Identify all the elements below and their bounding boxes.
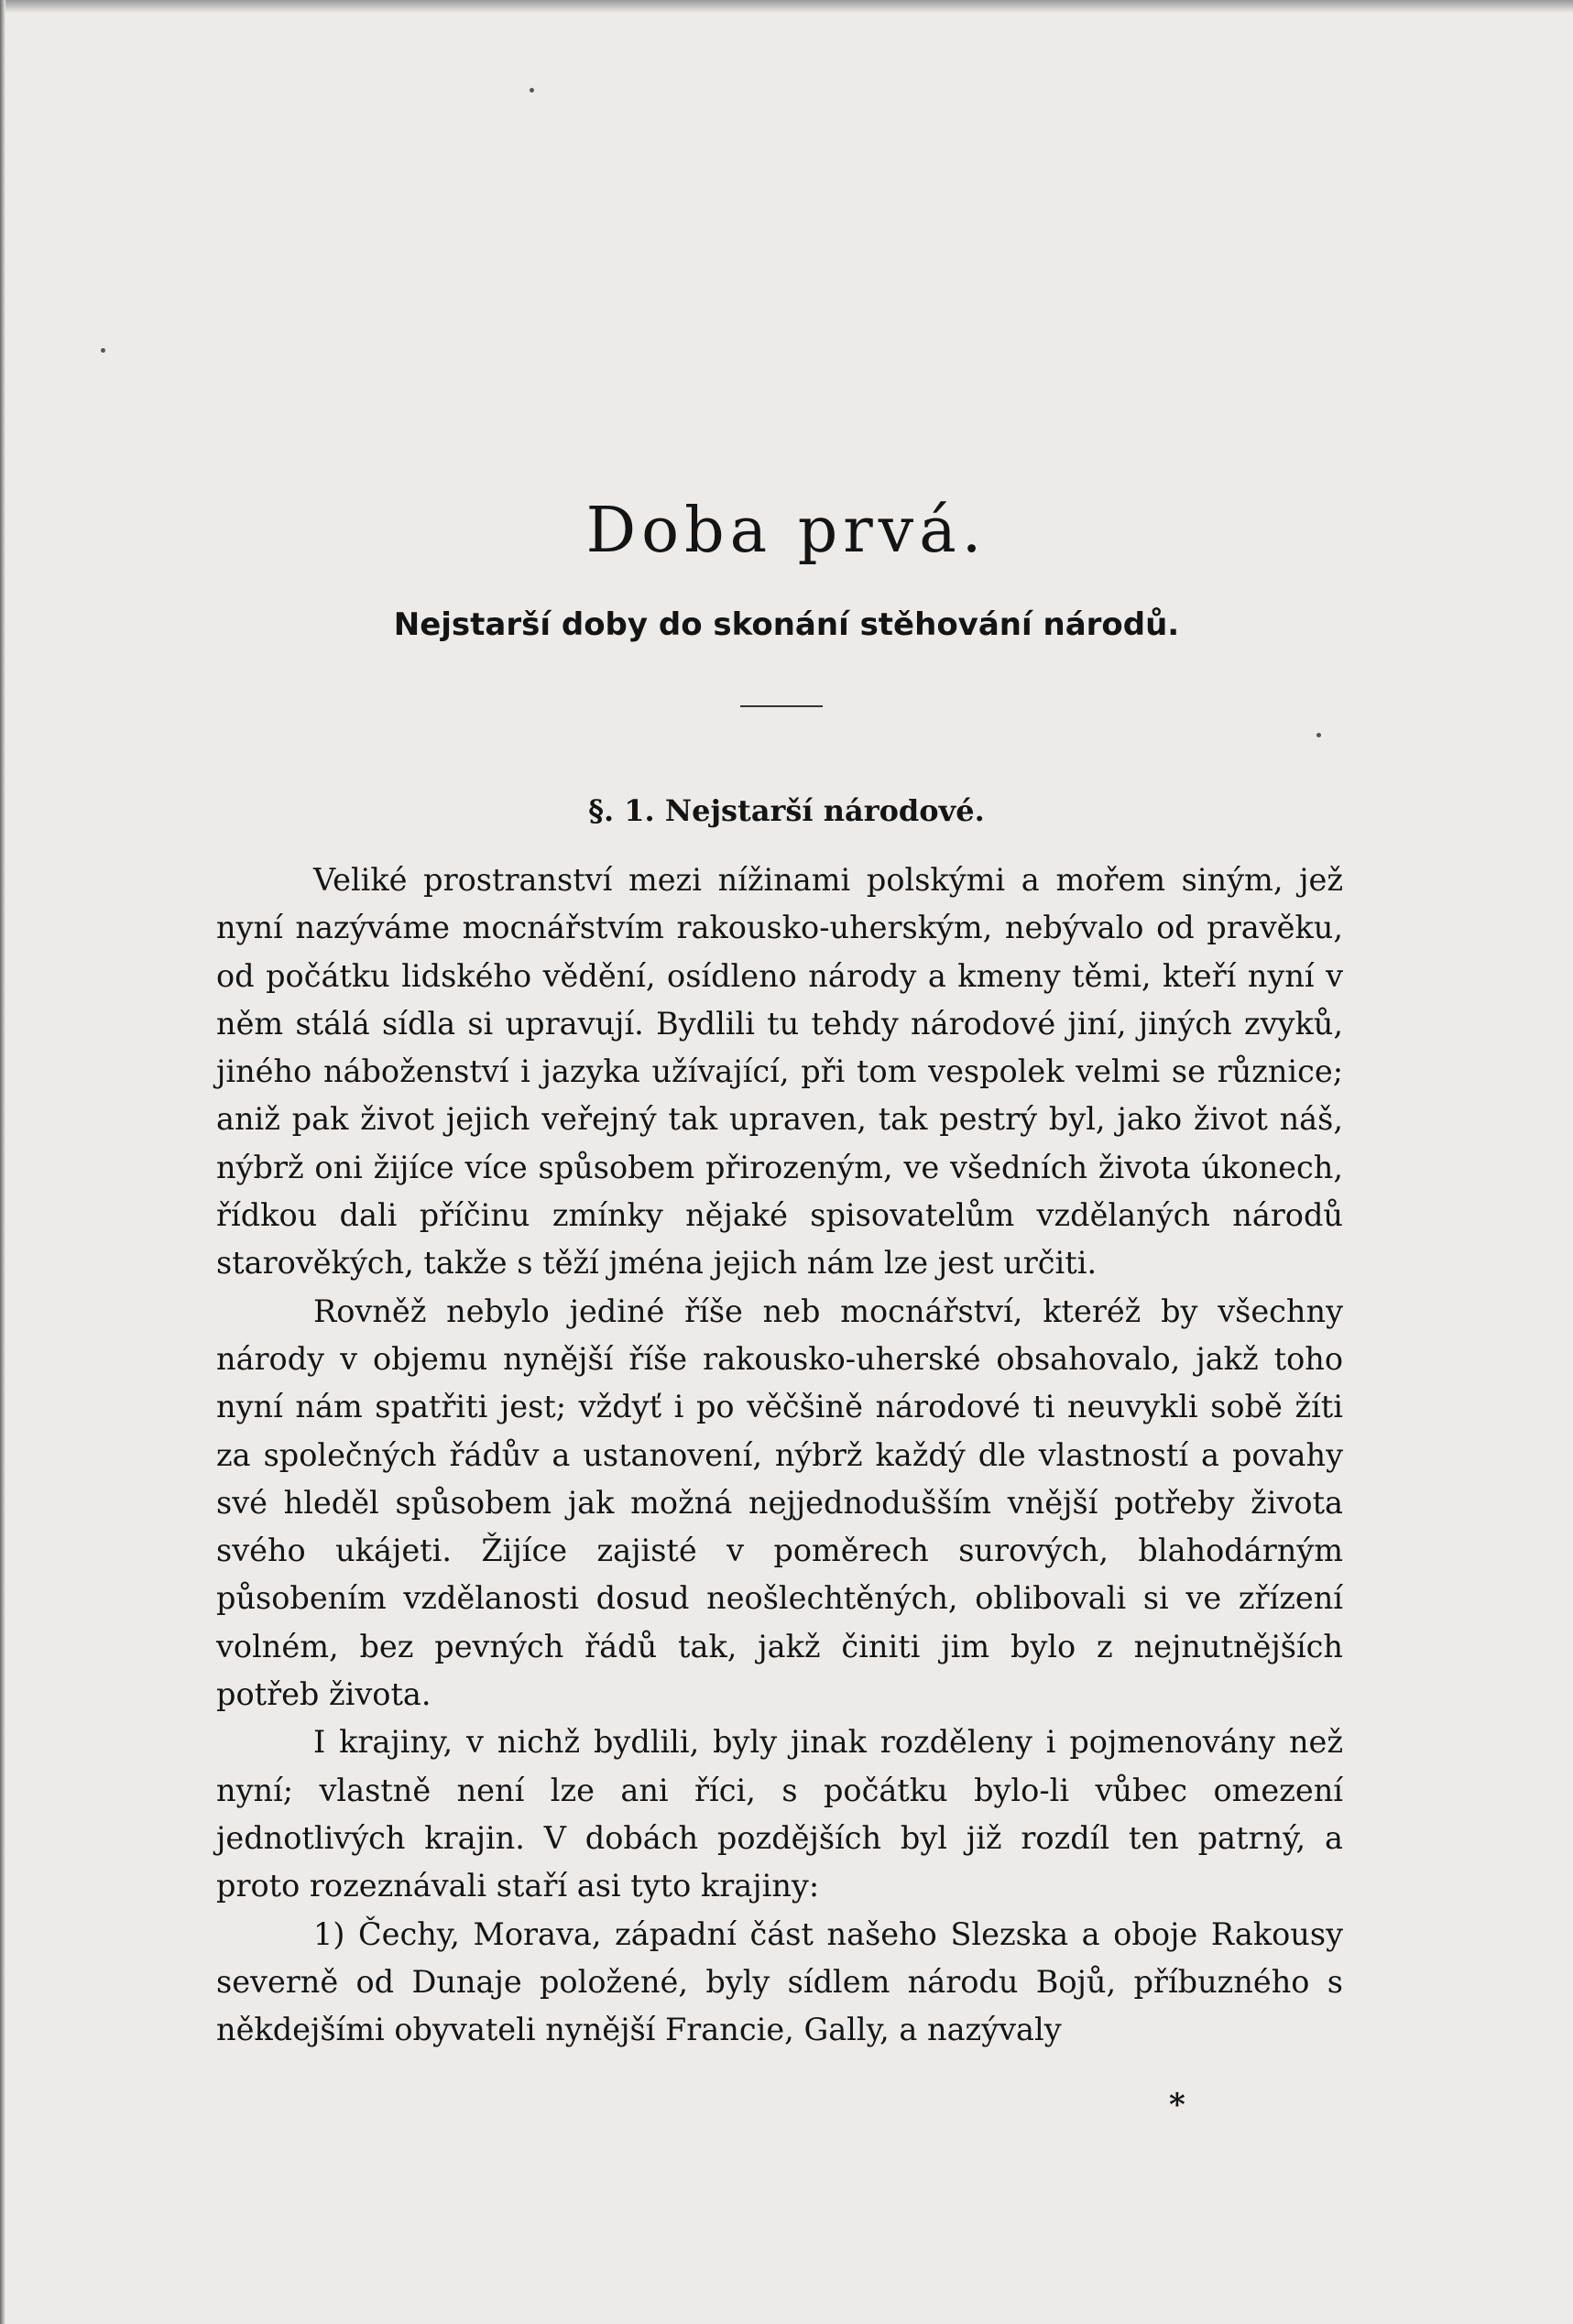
paragraph: 1) Čechy, Morava, západní část našeho Slezska a oboje Rakousy severně od Dunaje položené, byly sídlem národu Bojů, příbuzného s někdejšími obyvateli nynější Francie, Gally, a nazývaly [216,1915,1343,2048]
chapter-title: Doba prvá. [585,495,988,567]
page-edge-left [0,0,5,2324]
paragraph: I krajiny, v nichž bydlili, byly jinak rozděleny i pojmenovány než nyní; vlastně není lze ani říci, s počátku bylo-li vůbec omezení jednotlivých krajin. V dobách pozdějších byl již rozdíl ten patrný, a proto rozeznávali staří asi tyto krajiny: [216,1724,1343,1904]
chapter-subtitle: Nejstarší doby do skonání stěhování národů. [393,606,1180,643]
page-edge-top [0,0,1573,13]
paper-speck [530,88,534,93]
paragraph: Veliké prostranství mezi nížinami polskými a mořem siným, jež nyní nazýváme mocnářstvím rakousko-uherským, nebývalo od pravěku, od počátku lidského vědění, osídleno národy a kmeny těmi, kteří nyní v něm stálá sídla si upravují. Bydlili tu tehdy národové jiní, jiných zvyků, jiného náboženství i jazyka užívající, při tom vespolek velmi se různice; aniž pak život jejich veřejný tak upraven, tak pestrý byl, jako život náš, nýbrž oni žijíce více spůsobem přirozeným, ve všedních života úkonech, řídkou dali příčinu zmínky nějaké spisovatelům vzdělaných národů starověkých, takže s těží jména jejich nám lze jest určiti. [216,862,1343,1282]
paragraph: Rovněž nebylo jediné říše neb mocnářství, kteréž by všechny národy v objemu nynější říše rakousko-uherské obsahovalo, jakž toho nyní nám spatřiti jest; vždyť i po věčšině národové ti neuvykli sobě žíti za společných řádův a ustanovení, nýbrž každý dle vlastností a povahy své hleděl spůsobem jak možná nejjednodušším vnější potřeby života svého ukájeti. Žijíce zajisté v poměrech surových, blahodárným působením vzdělanosti dosud neošlechtěných, oblibovali si ve zřízení volném, bez pevných řádů tak, jakž činiti jim bylo z nejnutnějších potřeb života. [216,1293,1343,1713]
section-heading: §. 1. Nejstarší národové. [588,793,985,828]
title-divider [740,705,823,707]
signature-mark: * [1169,2087,1185,2123]
paper-speck [101,348,105,353]
paper-speck [1316,733,1321,737]
body-text [216,856,1343,2054]
